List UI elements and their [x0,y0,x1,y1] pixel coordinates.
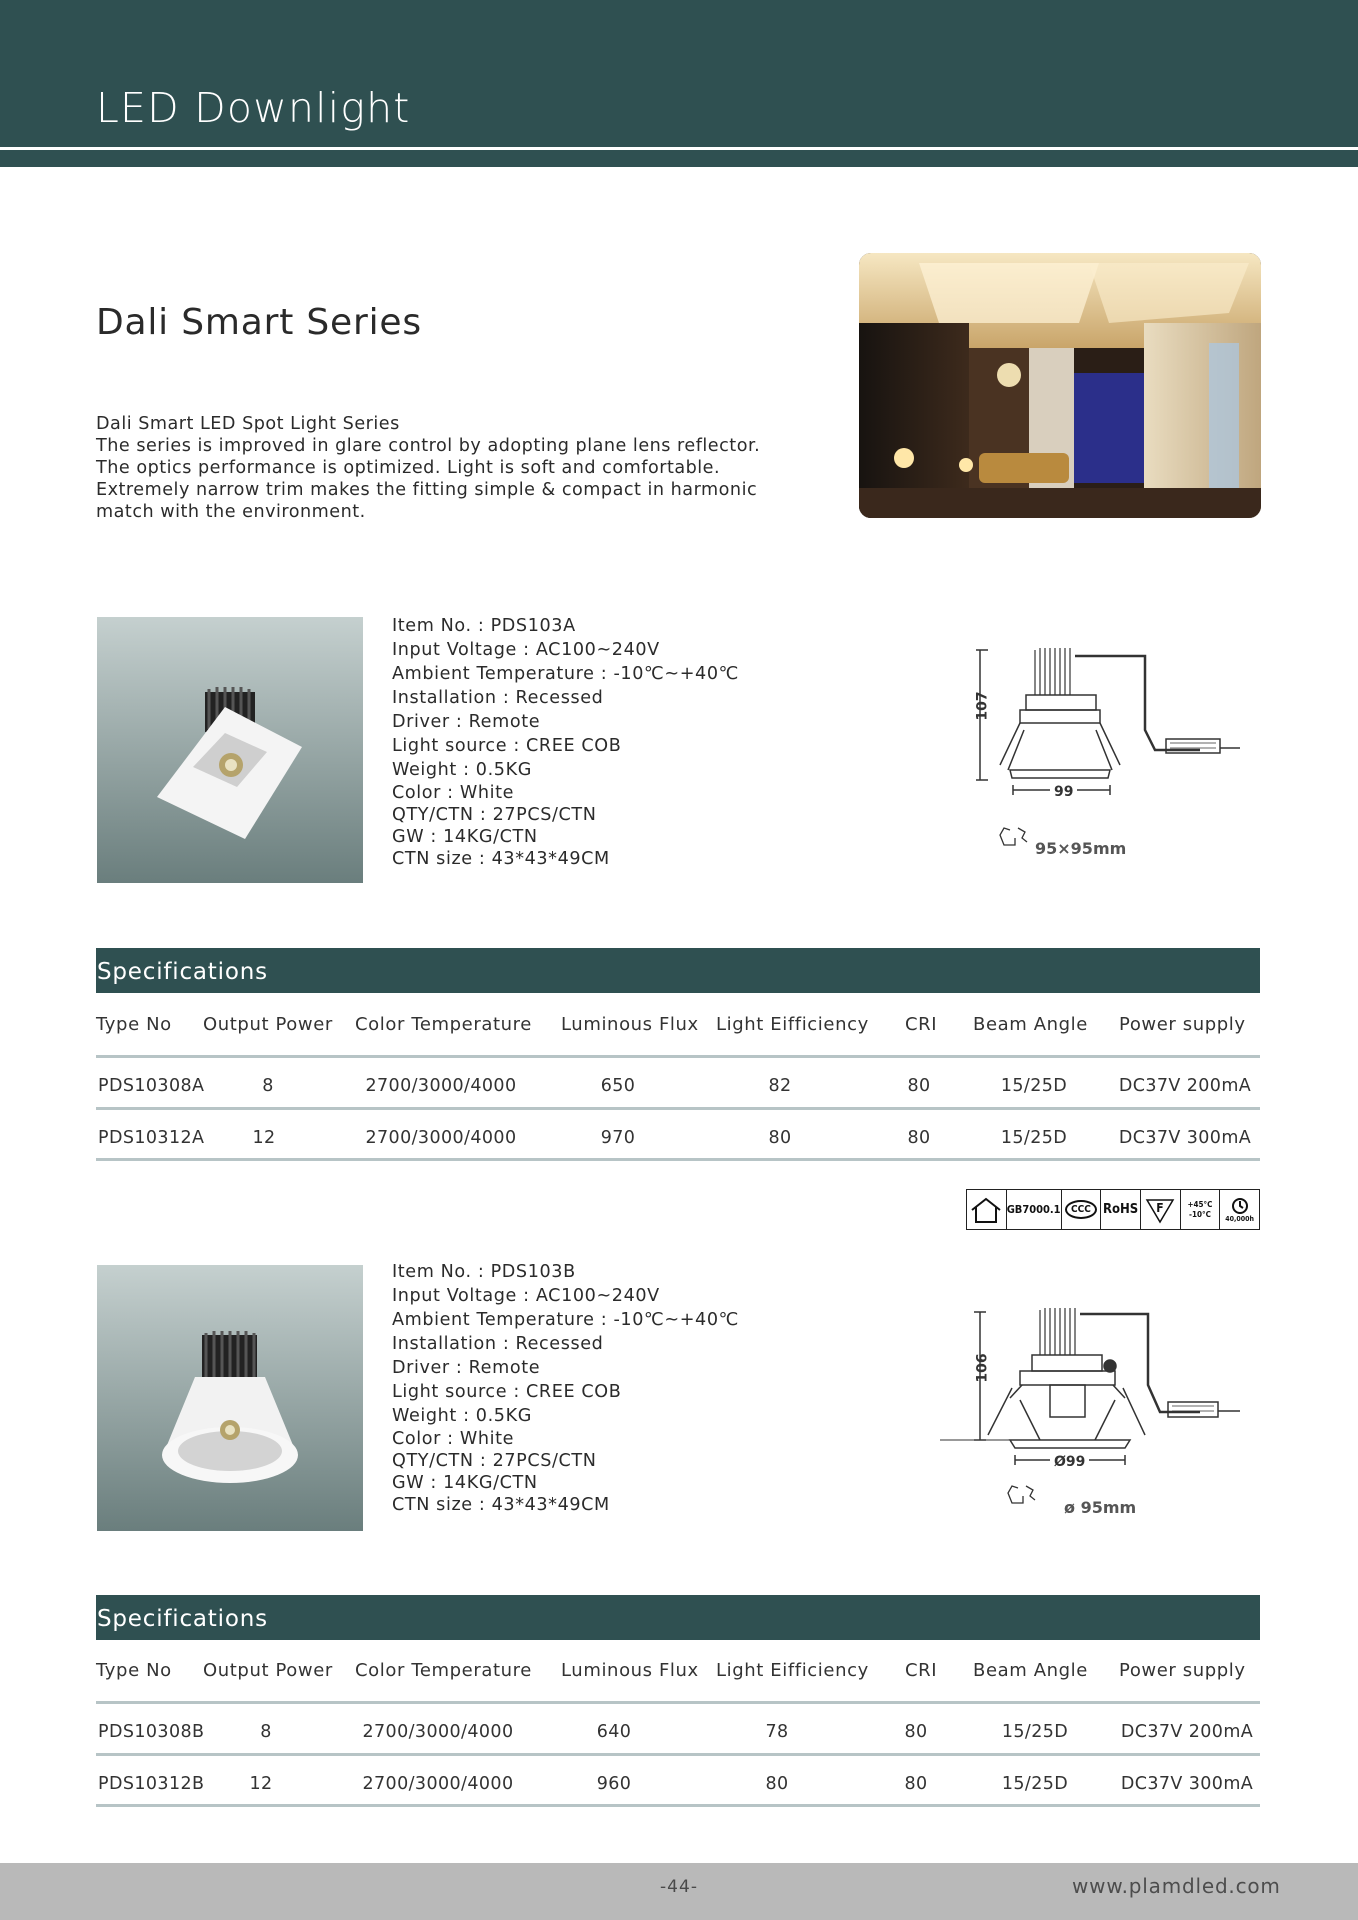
spec-weight: Weight : 0.5KG [392,1406,532,1426]
diagram-height-label: 106 [974,1353,991,1383]
specifications-title: Specifications [97,959,268,985]
table-cell: PDS10312B [98,1774,205,1794]
ccc-mark: CCC [1065,1200,1097,1219]
table-rule [96,1158,1260,1161]
spec-ctn-size: CTN size : 43*43*49CM [392,849,610,869]
intro-line: The series is improved in glare control by adopting plane lens reflector. [96,436,761,456]
series-title: Dali Smart Series [96,302,422,343]
spec-item-no: Item No. : PDS103B [392,1262,576,1282]
table-cell: 78 [765,1722,789,1742]
intro-line: The optics performance is optimized. Light is soft and comfortable. [96,458,721,478]
column-header: Light Eifficiency [716,1660,869,1681]
column-header: Beam Angle [973,1014,1088,1035]
table-cell: 80 [907,1076,931,1096]
table-cell: 15/25D [1000,1128,1068,1148]
temperature-range-badge [1181,1190,1221,1229]
table-cell: 80 [907,1128,931,1148]
table-cell: 82 [768,1076,792,1096]
table-cell: 650 [600,1076,636,1096]
table-cell: 640 [596,1722,632,1742]
temp-high: +45°C [1187,1199,1213,1209]
column-header: Type No [96,1014,172,1035]
specifications-title: Specifications [97,1606,268,1632]
f-mark-letter: F [1156,1200,1164,1215]
table-cell: 15/25D [1001,1774,1069,1794]
temp-low: -10°C [1189,1209,1211,1219]
product-b-photo [97,1265,363,1531]
column-header: Light Eifficiency [716,1014,869,1035]
column-header: Power supply [1119,1660,1246,1681]
spec-ambient-temperature: Ambient Temperature : -10℃~+40℃ [392,664,739,684]
clock-icon [1231,1197,1249,1215]
f-mark-icon [1144,1196,1176,1224]
table-cell: 80 [904,1722,928,1742]
table-cell: 8 [260,1722,272,1742]
table-rule [96,1701,1260,1704]
table-rule [96,1055,1260,1058]
spec-light-source: Light source : CREE COB [392,1382,622,1402]
column-header: Power supply [1119,1014,1246,1035]
diagram-width-label: Ø99 [1050,1454,1089,1470]
table-cell: 2700/3000/4000 [362,1722,514,1742]
product-a-dimension-diagram [960,640,1260,870]
header-strip [0,150,1358,167]
page-number: -44- [660,1877,698,1897]
column-header: Output Power [203,1014,333,1035]
rohs-badge: RoHS [1101,1190,1141,1229]
diagram-height-label: 107 [974,691,991,721]
column-header: Color Temperature [355,1014,532,1035]
spec-ctn-size: CTN size : 43*43*49CM [392,1495,610,1515]
column-header: Output Power [203,1660,333,1681]
specifications-bar [96,1595,1260,1640]
lifetime-badge [1220,1190,1259,1229]
website-link[interactable]: www.plamdled.com [1072,1874,1281,1898]
table-cell: DC37V 200mA [1118,1076,1252,1096]
spec-qty-ctn: QTY/CTN : 27PCS/CTN [392,1451,597,1471]
f-mark-badge [1141,1190,1181,1229]
table-cell: 960 [596,1774,632,1794]
spec-ambient-temperature: Ambient Temperature : -10℃~+40℃ [392,1310,739,1330]
certification-strip [966,1189,1260,1230]
table-rule [96,1107,1260,1110]
table-cell: 2700/3000/4000 [362,1774,514,1794]
table-cell: DC37V 200mA [1120,1722,1254,1742]
column-header: Color Temperature [355,1660,532,1681]
column-header: Luminous Flux [561,1014,699,1035]
product-a-photo [97,617,363,883]
column-header: Luminous Flux [561,1660,699,1681]
lifetime-value: 40,000h [1225,1214,1255,1223]
table-cell: 2700/3000/4000 [365,1076,517,1096]
specifications-bar [96,948,1260,993]
table-cell: PDS10308B [98,1722,205,1742]
intro-line: Extremely narrow trim makes the fitting simple & compact in harmonic [96,480,758,500]
diagram-cutout-label: ø 95mm [1064,1498,1137,1517]
spec-input-voltage: Input Voltage : AC100~240V [392,1286,660,1306]
spec-driver: Driver : Remote [392,712,541,732]
table-cell: 12 [249,1774,273,1794]
diagram-width-label: 99 [1050,784,1077,800]
page-title: LED Downlight [96,84,411,132]
table-rule [96,1804,1260,1807]
spec-light-source: Light source : CREE COB [392,736,622,756]
table-cell: 15/25D [1001,1722,1069,1742]
table-cell: 80 [768,1128,792,1148]
spec-installation: Installation : Recessed [392,1334,604,1354]
intro-line: Dali Smart LED Spot Light Series [96,414,400,434]
spec-gw: GW : 14KG/CTN [392,827,538,847]
spec-color: Color : White [392,1429,515,1449]
column-header: CRI [905,1660,938,1681]
spec-color: Color : White [392,783,515,803]
column-header: CRI [905,1014,938,1035]
spec-qty-ctn: QTY/CTN : 27PCS/CTN [392,805,597,825]
diagram-cutout-label: 95×95mm [1035,839,1127,858]
table-cell: 80 [765,1774,789,1794]
spec-input-voltage: Input Voltage : AC100~240V [392,640,660,660]
spec-item-no: Item No. : PDS103A [392,616,576,636]
column-header: Type No [96,1660,172,1681]
table-cell: 8 [262,1076,274,1096]
column-header: Beam Angle [973,1660,1088,1681]
spec-gw: GW : 14KG/CTN [392,1473,538,1493]
gb-standard-badge: GB7000.1 [1007,1190,1062,1229]
table-cell: PDS10312A [98,1128,205,1148]
spec-installation: Installation : Recessed [392,688,604,708]
indoor-use-icon [967,1190,1007,1229]
interior-photo [859,253,1261,518]
product-b-dimension-diagram [940,1300,1260,1525]
table-cell: DC37V 300mA [1120,1774,1254,1794]
table-cell: DC37V 300mA [1118,1128,1252,1148]
table-rule [96,1753,1260,1756]
spec-driver: Driver : Remote [392,1358,541,1378]
spec-weight: Weight : 0.5KG [392,760,532,780]
table-cell: 970 [600,1128,636,1148]
ccc-badge [1062,1190,1102,1229]
table-cell: 15/25D [1000,1076,1068,1096]
table-cell: PDS10308A [98,1076,205,1096]
intro-line: match with the environment. [96,502,366,522]
table-cell: 12 [252,1128,276,1148]
table-cell: 2700/3000/4000 [365,1128,517,1148]
table-cell: 80 [904,1774,928,1794]
